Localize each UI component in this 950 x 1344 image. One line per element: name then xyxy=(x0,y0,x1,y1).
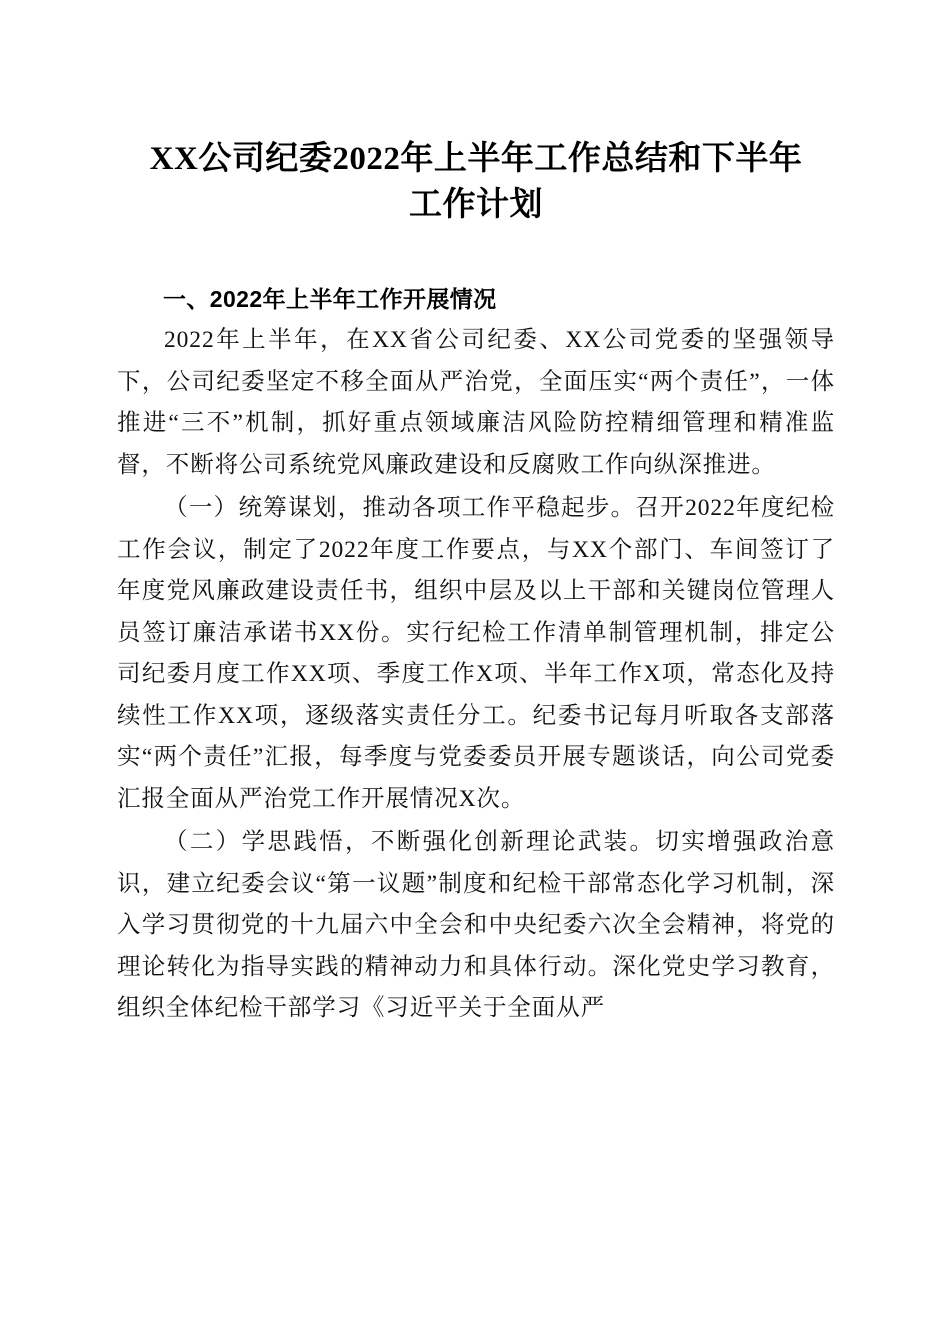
title-line-1: XX公司纪委2022年上半年工作总结和下半年 xyxy=(149,141,803,177)
title-line-2: 工作计划 xyxy=(409,187,543,223)
page-title xyxy=(117,0,835,228)
paragraph-sub-2: （二）学思践悟，不断强化创新理论武装。切实增强政治意识，建立纪委会议“第一议题”制度和纪检干部常态化学习机制，深入学习贯彻党的十九届六中全会和中央纪委六次全会精神，将党的理论转化为指导实践的精神动力和具体行动。深化党史学习教育，组织全体纪检干部学习《习近平关于全面从严 xyxy=(117,829,835,1021)
paragraph-intro: 2022年上半年，在XX省公司纪委、XX公司党委的坚强领导下，公司纪委坚定不移全面从严治党，全面压实“两个责任”，一体推进“三不”机制，抓好重点领域廉洁风险防控精细管理和精准监督，不断将公司系统党风廉政建设和反腐败工作向纵深推进。 xyxy=(117,327,835,478)
document-text-column xyxy=(117,0,835,1030)
paragraph-sub-1: （一）统筹谋划，推动各项工作平稳起步。召开2022年度纪检工作会议，制定了2022年度工作要点，与XX个部门、车间签订了年度党风廉政建设责任书，组织中层及以上干部和关键岗位管理人员签订廉洁承诺书XX份。实行纪检工作清单制管理机制，排定公司纪委月度工作XX项、季度工作X项、半年工作X项，常态化及持续性工作XX项，逐级落实责任分工。纪委书记每月听取各支部落实“两个责任”汇报，每季度与党委委员开展专题谈话，向公司党委汇报全面从严治党工作开展情况X次。 xyxy=(117,495,835,812)
section-heading-1: 一、2022年上半年工作开展情况 xyxy=(163,286,497,312)
